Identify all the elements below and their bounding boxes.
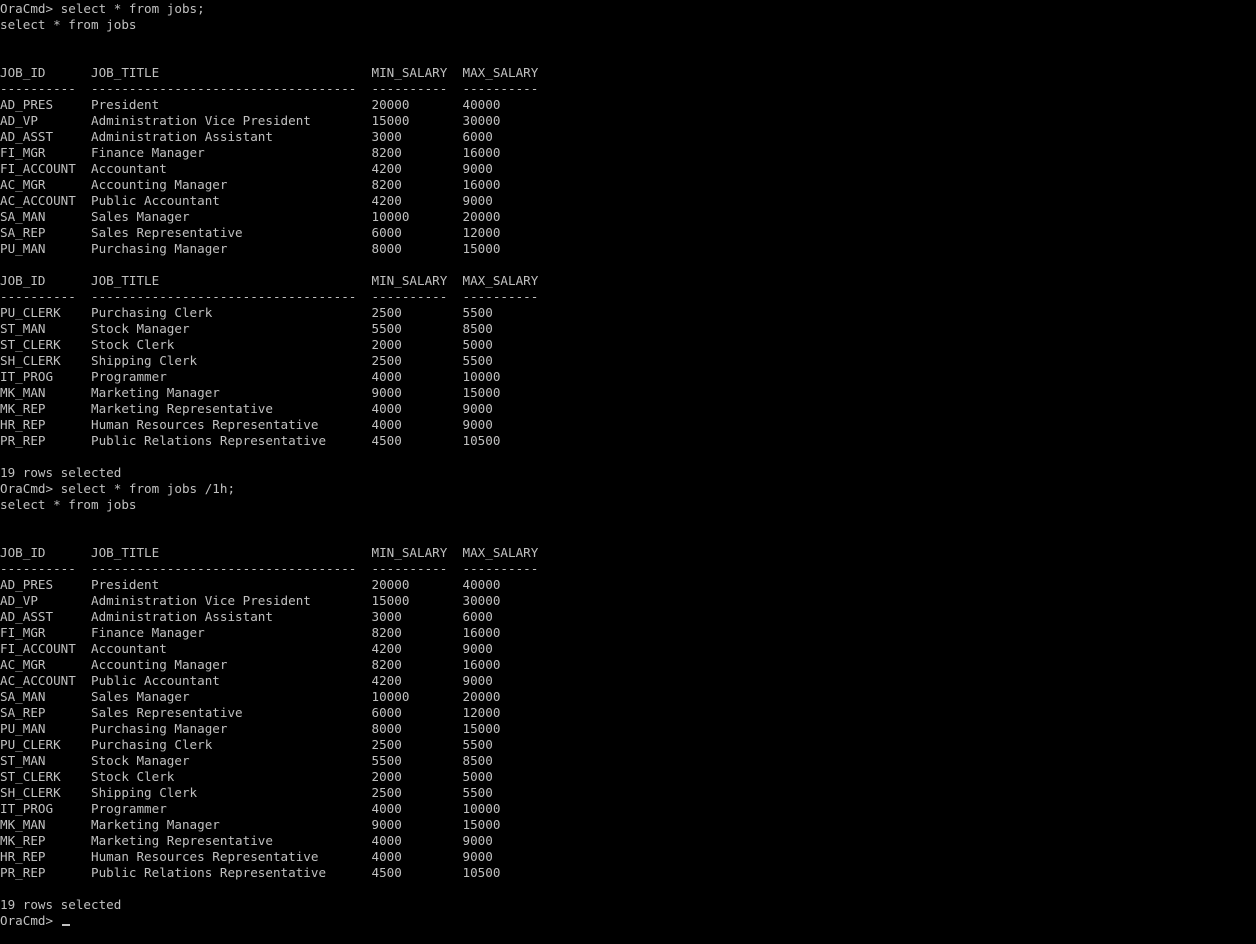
console-line: FI_MGR Finance Manager 8200 16000 bbox=[0, 625, 501, 640]
console-line: IT_PROG Programmer 4000 10000 bbox=[0, 369, 501, 384]
console-line: JOB_ID JOB_TITLE MIN_SALARY MAX_SALARY bbox=[0, 65, 539, 80]
console-line: AD_PRES President 20000 40000 bbox=[0, 577, 501, 592]
console-line: SA_REP Sales Representative 6000 12000 bbox=[0, 225, 501, 240]
console-line bbox=[0, 257, 538, 273]
console-line: ST_MAN Stock Manager 5500 8500 bbox=[0, 753, 493, 768]
console-line: AD_ASST Administration Assistant 3000 6000 bbox=[0, 609, 493, 624]
console-line: SA_MAN Sales Manager 10000 20000 bbox=[0, 209, 501, 224]
console-line bbox=[0, 33, 538, 49]
console-line: PU_MAN Purchasing Manager 8000 15000 bbox=[0, 241, 501, 256]
console-line: PR_REP Public Relations Representative 4500 10500 bbox=[0, 433, 501, 448]
console-line bbox=[0, 449, 538, 465]
console-line: select * from jobs bbox=[0, 497, 137, 512]
console-line: SA_REP Sales Representative 6000 12000 bbox=[0, 705, 501, 720]
console-line: AD_VP Administration Vice President 15000 30000 bbox=[0, 113, 501, 128]
console-line: MK_MAN Marketing Manager 9000 15000 bbox=[0, 385, 501, 400]
console-line: ST_CLERK Stock Clerk 2000 5000 bbox=[0, 337, 493, 352]
console-line: ST_CLERK Stock Clerk 2000 5000 bbox=[0, 769, 493, 784]
console-line: AC_MGR Accounting Manager 8200 16000 bbox=[0, 657, 501, 672]
console-line: HR_REP Human Resources Representative 4000 9000 bbox=[0, 849, 493, 864]
console-line: PU_MAN Purchasing Manager 8000 15000 bbox=[0, 721, 501, 736]
console-line bbox=[0, 513, 538, 529]
console-line: AD_VP Administration Vice President 15000 30000 bbox=[0, 593, 501, 608]
console-line: FI_ACCOUNT Accountant 4200 9000 bbox=[0, 641, 493, 656]
console-line: SH_CLERK Shipping Clerk 2500 5500 bbox=[0, 353, 493, 368]
console-line: ---------- ----------------------------------- ---------- ---------- bbox=[0, 81, 539, 96]
console-line: AD_PRES President 20000 40000 bbox=[0, 97, 501, 112]
console-line bbox=[0, 529, 538, 545]
console-line: HR_REP Human Resources Representative 4000 9000 bbox=[0, 417, 493, 432]
console-line: AC_ACCOUNT Public Accountant 4200 9000 bbox=[0, 193, 493, 208]
console-line: PU_CLERK Purchasing Clerk 2500 5500 bbox=[0, 737, 493, 752]
console-line: OraCmd> select * from jobs /1h; bbox=[0, 481, 236, 496]
console-line: AD_ASST Administration Assistant 3000 6000 bbox=[0, 129, 493, 144]
console-line bbox=[0, 49, 538, 65]
console-line: ---------- ----------------------------------- ---------- ---------- bbox=[0, 289, 539, 304]
console-line: MK_MAN Marketing Manager 9000 15000 bbox=[0, 817, 501, 832]
console-line: AC_ACCOUNT Public Accountant 4200 9000 bbox=[0, 673, 493, 688]
console-line: ST_MAN Stock Manager 5500 8500 bbox=[0, 321, 493, 336]
console-line: MK_REP Marketing Representative 4000 9000 bbox=[0, 833, 493, 848]
console-line: JOB_ID JOB_TITLE MIN_SALARY MAX_SALARY bbox=[0, 273, 539, 288]
console-line: OraCmd> select * from jobs; bbox=[0, 1, 205, 16]
console-line: SH_CLERK Shipping Clerk 2500 5500 bbox=[0, 785, 493, 800]
console-line: JOB_ID JOB_TITLE MIN_SALARY MAX_SALARY bbox=[0, 545, 539, 560]
console-line: SA_MAN Sales Manager 10000 20000 bbox=[0, 689, 501, 704]
console-prompt: OraCmd> bbox=[0, 913, 61, 928]
console-line: IT_PROG Programmer 4000 10000 bbox=[0, 801, 501, 816]
console-line: PU_CLERK Purchasing Clerk 2500 5500 bbox=[0, 305, 493, 320]
console-line: select * from jobs bbox=[0, 17, 137, 32]
console-line: FI_MGR Finance Manager 8200 16000 bbox=[0, 145, 501, 160]
console-line: MK_REP Marketing Representative 4000 9000 bbox=[0, 401, 493, 416]
console-line: AC_MGR Accounting Manager 8200 16000 bbox=[0, 177, 501, 192]
console-line: FI_ACCOUNT Accountant 4200 9000 bbox=[0, 161, 493, 176]
console-line: ---------- ----------------------------------- ---------- ---------- bbox=[0, 561, 539, 576]
console-line: 19 rows selected bbox=[0, 897, 122, 912]
console-prompt-line[interactable] bbox=[0, 913, 538, 929]
text-cursor bbox=[62, 924, 70, 926]
console-line: PR_REP Public Relations Representative 4500 10500 bbox=[0, 865, 501, 880]
console-output bbox=[0, 1, 538, 929]
console-line: 19 rows selected bbox=[0, 465, 122, 480]
console-line bbox=[0, 881, 538, 897]
